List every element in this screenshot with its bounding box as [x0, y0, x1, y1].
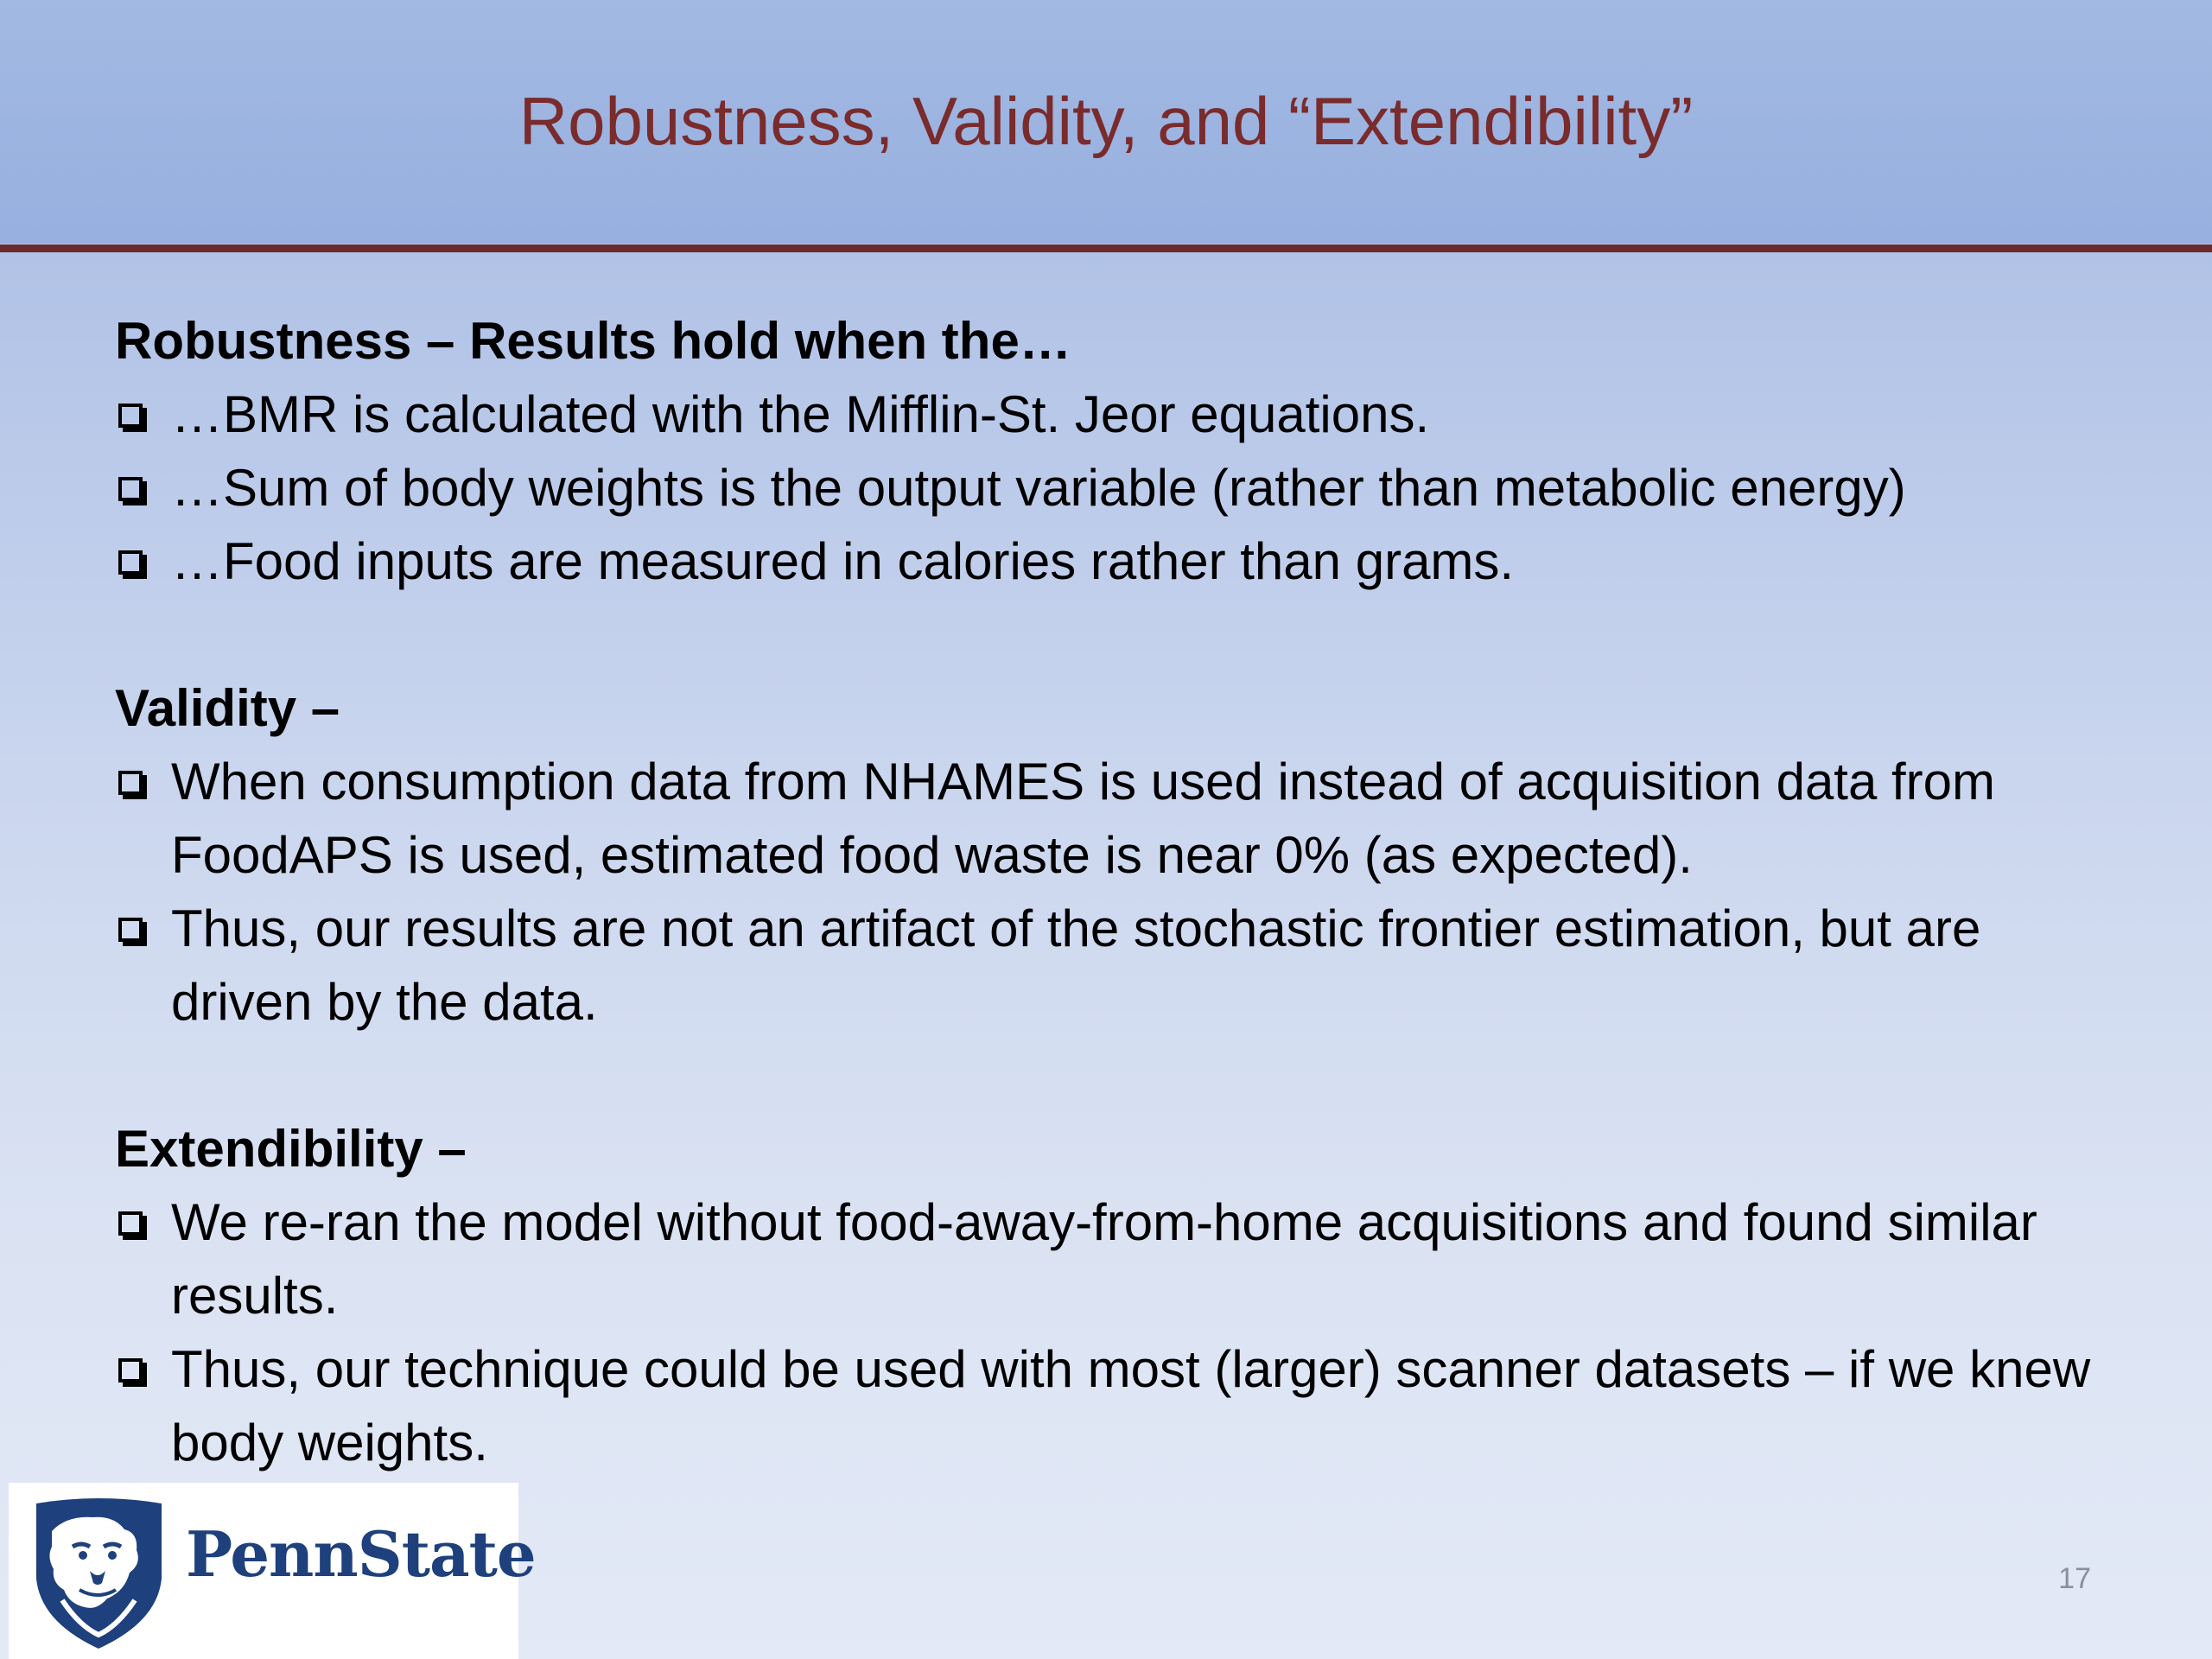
checkbox-bullet-icon [118, 1211, 143, 1236]
slide-content [115, 304, 2094, 1479]
bullet-item [115, 745, 2094, 892]
bullet-text: We re-ran the model without food-away-from-home acquisitions and found similar results. [171, 1193, 2037, 1325]
spacer [115, 1039, 2094, 1112]
checkbox-bullet-icon [118, 550, 143, 575]
section-extendibility [115, 1112, 2094, 1479]
section-heading: Robustness – Results hold when the… [115, 312, 1071, 370]
bullet-text: …Sum of body weights is the output variable (rather than metabolic energy) [171, 459, 1906, 517]
bullet-item [115, 1332, 2094, 1479]
bullet-text: Thus, our technique could be used with most (larger) scanner datasets – if we knew body weights. [171, 1340, 2091, 1471]
bullet-list [115, 1185, 2094, 1479]
bullet-item [115, 378, 2094, 451]
bullet-text: Thus, our results are not an artifact of the stochastic frontier estimation, but are driven by the data. [171, 899, 1981, 1031]
checkbox-bullet-icon [118, 1358, 143, 1382]
bullet-item [115, 524, 2094, 598]
bullet-list [115, 378, 2094, 598]
pennstate-logo [9, 1483, 536, 1659]
spacer [115, 598, 2094, 671]
bullet-item [115, 1185, 2094, 1332]
checkbox-bullet-icon [118, 477, 143, 501]
section-heading: Extendibility – [115, 1120, 467, 1178]
section-heading: Validity – [115, 679, 340, 737]
title-bar [0, 0, 2212, 244]
bullet-text: …Food inputs are measured in calories rather than grams. [171, 532, 1515, 590]
bullet-item [115, 451, 2094, 524]
checkbox-bullet-icon [118, 771, 143, 795]
bullet-item [115, 892, 2094, 1039]
checkbox-bullet-icon [118, 918, 143, 942]
nittany-lion-shield-icon [28, 1497, 170, 1652]
checkbox-bullet-icon [118, 404, 143, 428]
bullet-text: When consumption data from NHAMES is used instead of acquisition data from FoodAPS is used, estimated food waste is near 0% (as expected). [171, 753, 1996, 884]
bullet-list [115, 745, 2094, 1039]
section-robustness [115, 304, 2094, 598]
page-number: 17 [2058, 1562, 2091, 1595]
logo-wordmark: PennState [186, 1517, 536, 1591]
slide-title: Robustness, Validity, and “Extendibility” [518, 83, 1694, 159]
bullet-text: …BMR is calculated with the Mifflin-St. Jeor equations. [171, 385, 1430, 443]
title-divider [0, 245, 2212, 252]
section-validity [115, 671, 2094, 1039]
